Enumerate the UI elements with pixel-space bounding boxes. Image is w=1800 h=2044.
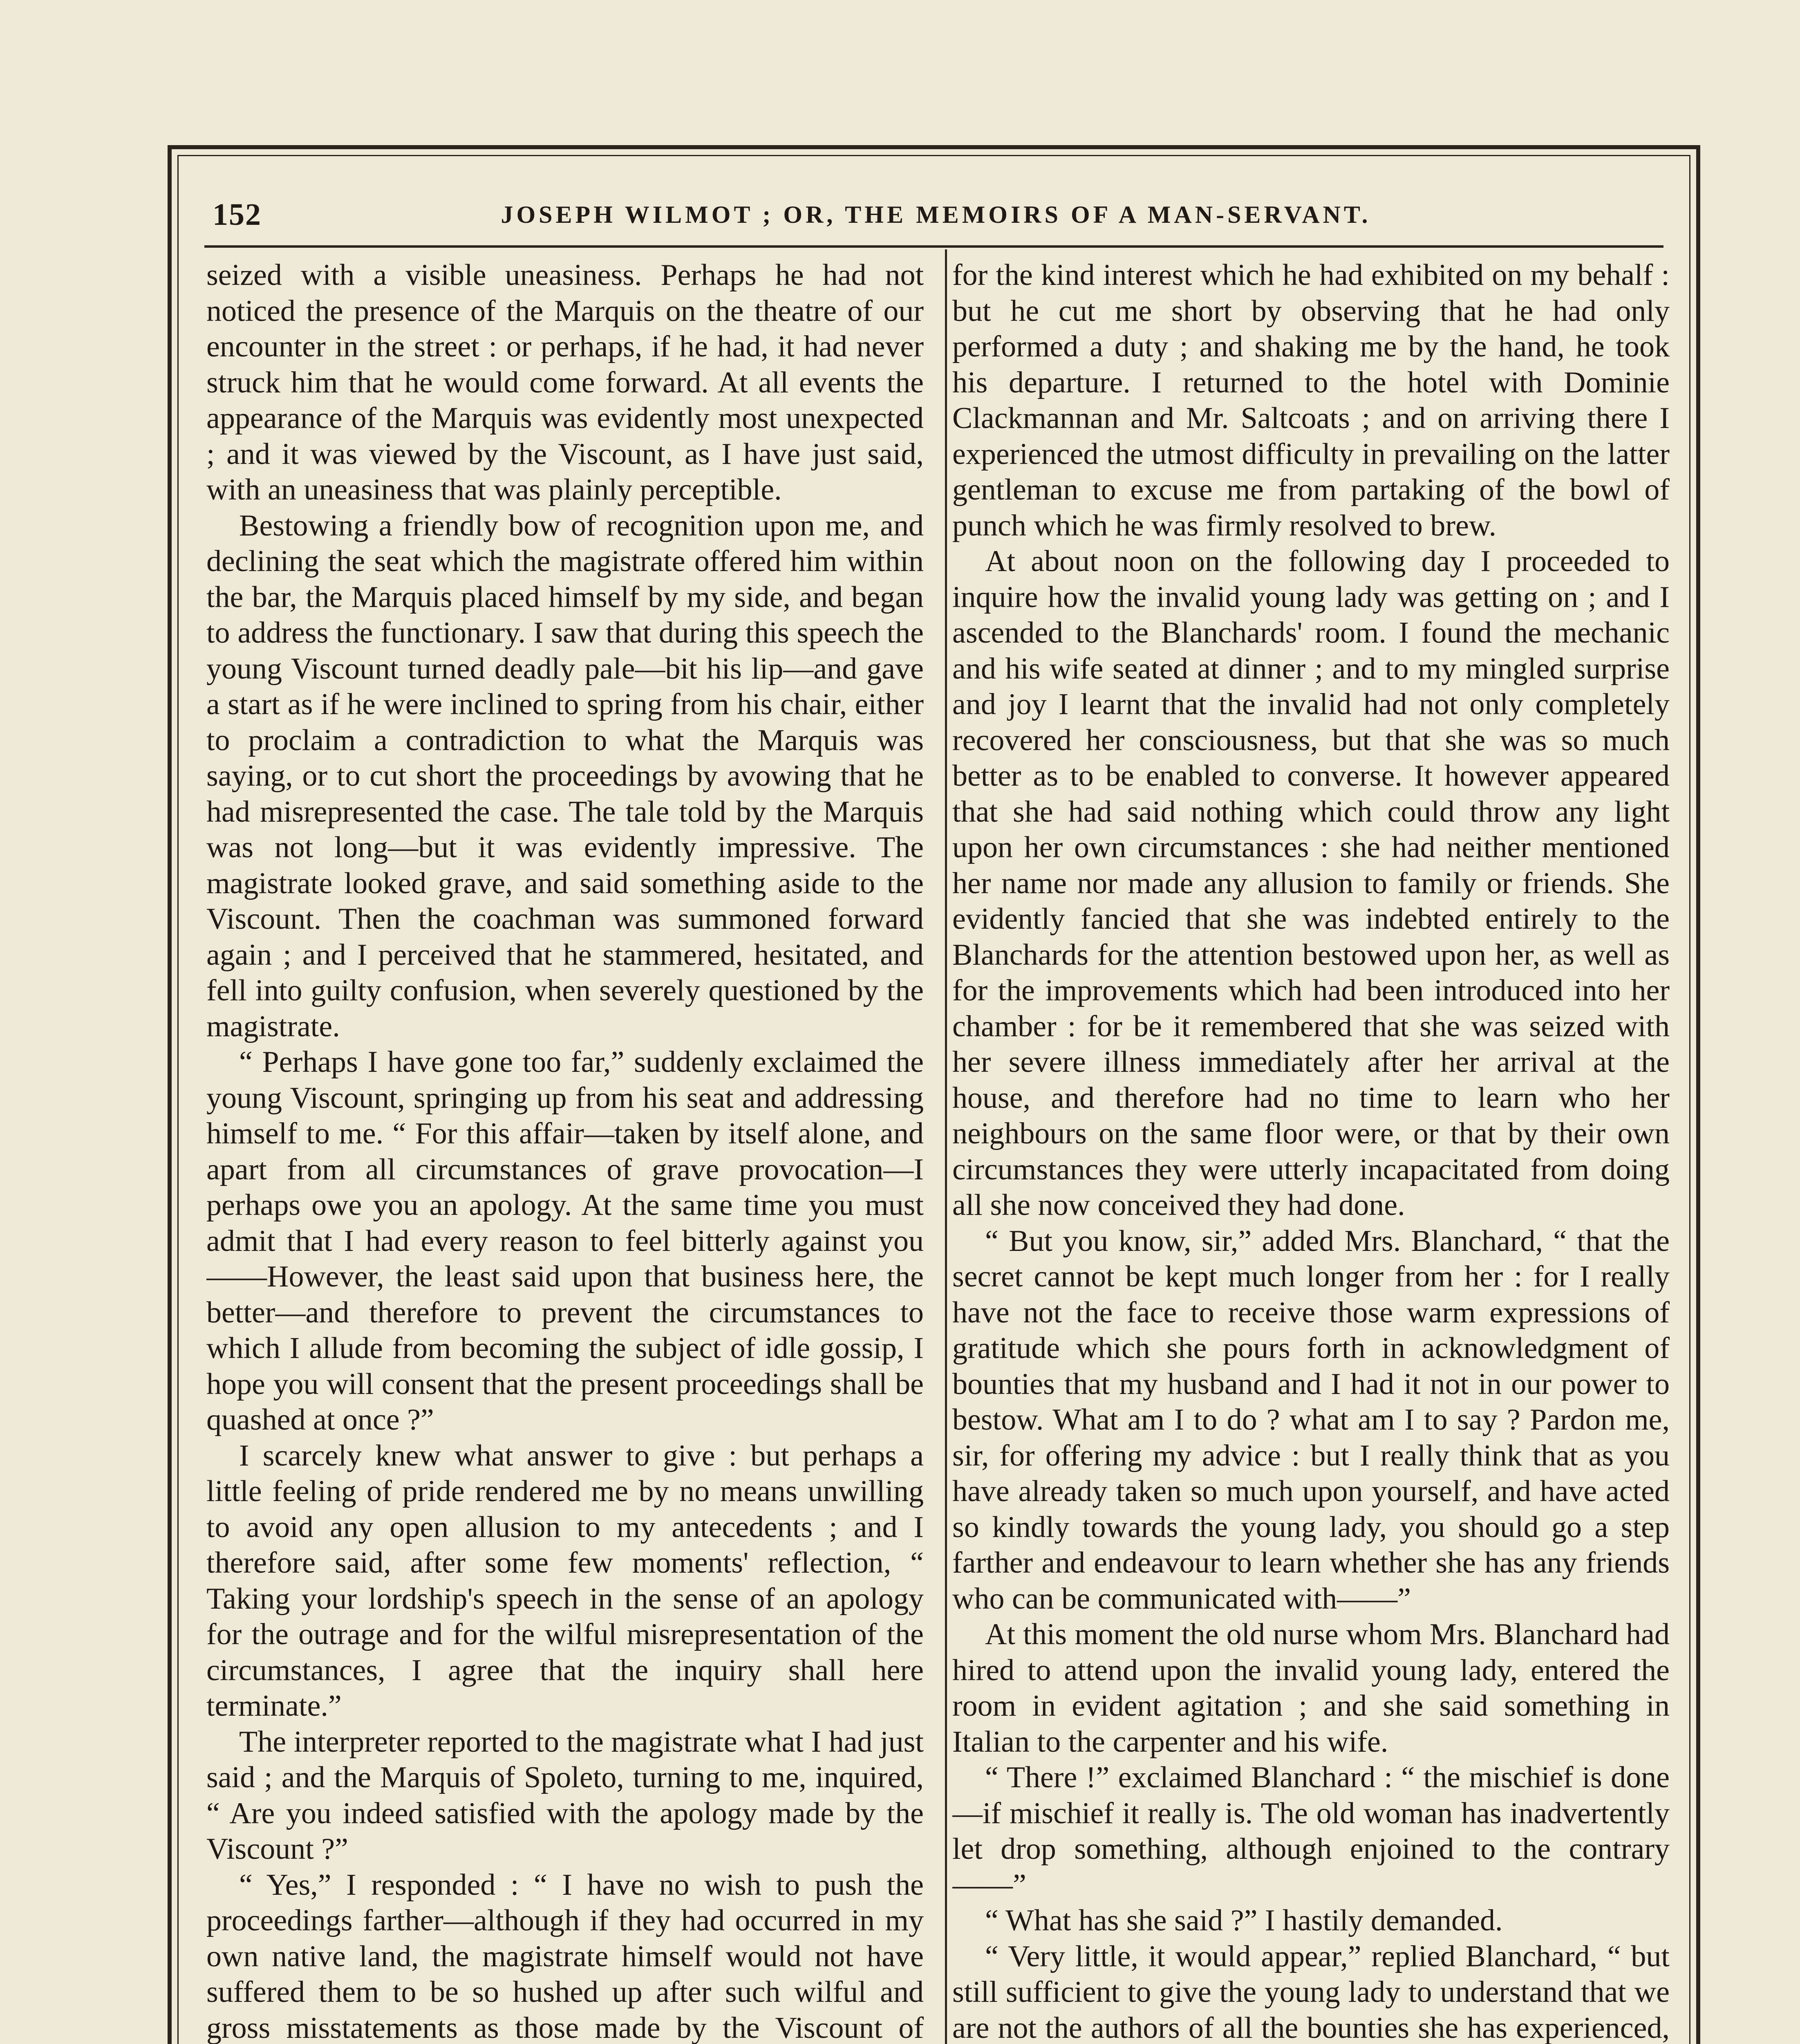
paragraph: The interpreter reported to the magistrate what I had just said ; and the Marquis of Spoleto, turning to me, inquired, “ Are you indeed satisfied with the apology made by the Viscount ?” [206,1725,924,1866]
paragraph: “ What has she said ?” I hastily demanded. [985,1904,1503,1937]
paragraph: At about noon on the following day I proceeded to inquire how the invalid young lady was getting on ; and I ascended to the Blanchards' room. I found the mechanic and his wife seated at dinner ; and to my mingled surprise and joy I learnt that the invalid had not only completely recovered her consciousness, but that she was so much better as to be enabled to converse. It however appeared that she had said nothing which could throw any light upon her own circumstances : she had neither mentioned her name nor made any allusion to family or friends. She evidently fancied that she was indebted entirely to the Blanchards for the attention bestowed upon her, as well as for the improvements which had been introduced into her chamber : for be it remembered that she was seized with her severe illness immediately after her arrival at the house, and therefore had no time to learn who her neighbours on the same floor were, or that by their own circumstances they were utterly incapacitated from doing all she now conceived they had done. [952,545,1670,1222]
paragraph: I scarcely knew what answer to give : but perhaps a little feeling of pride rendered me by no means unwilling to avoid any open allusion to my antecedents ; and I therefore said, after some few moments' reflection, “ Taking your lordship's speech in the sense of an apology for the outrage and for the wilful misrepresentation of the circumstances, I agree that the inquiry shall here terminate.” [206,1439,924,1723]
running-head [213,192,1659,237]
paragraph: “ But you know, sir,” added Mrs. Blanchard, “ that the secret cannot be kept much longer from her : for I really have not the face to receive those warm expressions of gratitude which she pours forth in acknowledgment of bounties that my husband and I had it not in our power to bestow. What am I to do ? what am I to say ? Pardon me, sir, for offering my advice : but I really think that as you have already taken so much upon yourself, and have acted so kindly towards the young lady, you should go a step farther and endeavour to learn whether she has any friends who can be communicated with——” [952,1224,1670,1616]
paragraph: seized with a visible uneasiness. Perhaps he had not noticed the presence of the Marquis on the theatre of our encounter in the street : or perhaps, if he had, it had never struck him that he would come forward. At all events the appearance of the Marquis was evidently most unexpected ; and it was viewed by the Viscount, as I have just said, with an uneasiness that was plainly perceptible. [206,258,924,507]
paragraph: Bestowing a friendly bow of recognition upon me, and declining the seat which the magistrate offered him within the bar, the Marquis placed himself by my side, and began to address the functionary. I saw that during this speech the young Viscount turned deadly pale—bit his lip—and gave a start as if he were inclined to spring from his chair, either to proclaim a contradiction to what the Marquis was saying, or to cut short the proceedings by avowing that he had misrepresented the case. The tale told by the Marquis was not long—but it was evidently impressive. The magistrate looked grave, and said something aside to the Viscount. Then the coachman was summoned forward again ; and I perceived that he stammered, hesitated, and fell into guilty confusion, when severely questioned by the magistrate. [206,509,924,1043]
running-title: JOSEPH WILMOT ; OR, THE MEMOIRS OF A MAN-SERVANT. [501,201,1371,228]
paragraph: “ There !” exclaimed Blanchard : “ the mischief is done—if mischief it really is. The old woman has inadvertently let drop something, although enjoined to the contrary——” [952,1761,1670,1902]
paragraph: for the kind interest which he had exhibited on my behalf : but he cut me short by observing that he had only performed a duty ; and shaking me by the hand, he took his departure. I returned to the hotel with Dominie Clackmannan and Mr. Saltcoats ; and on arriving there I experienced the utmost difficulty in prevailing on the latter gentleman to excuse me from partaking of the bowl of punch which he was firmly resolved to brew. [952,258,1670,542]
column-divider [945,249,947,2044]
left-column [206,258,924,2044]
page-number: 152 [213,197,262,232]
paragraph: At this moment the old nurse whom Mrs. Blanchard had hired to attend upon the invalid young lady, entered the room in evident agitation ; and she said something in Italian to the carpenter and his wife. [952,1618,1670,1759]
paragraph: “ Yes,” I responded : “ I have no wish to push the proceedings farther—although if they had occurred in my own native land, the magistrate himself would not have suffered them to be so hushed up after such wilful and gross misstatements as those made by the Viscount of [206,1868,924,2044]
paragraph: “ Very little, it would appear,” replied Blanchard, “ but still sufficient to give the young lady to understand that we are not the authors of all the bounties she has experienced, [952,1939,1670,2044]
header-rule [204,245,1663,248]
paragraph: “ Perhaps I have gone too far,” suddenly exclaimed the young Viscount, springing up from his seat and addressing himself to me. “ For this affair—taken by itself alone, and apart from all circumstances of grave provocation—I perhaps owe you an apology. At the same time you must admit that I had every reason to feel bitterly against you——However, the least said upon that business here, the better—and therefore to prevent the circumstances to which I allude from becoming the subject of idle gossip, I hope you will consent that the present proceedings shall be quashed at once ?” [206,1045,924,1437]
right-column [952,258,1670,2044]
